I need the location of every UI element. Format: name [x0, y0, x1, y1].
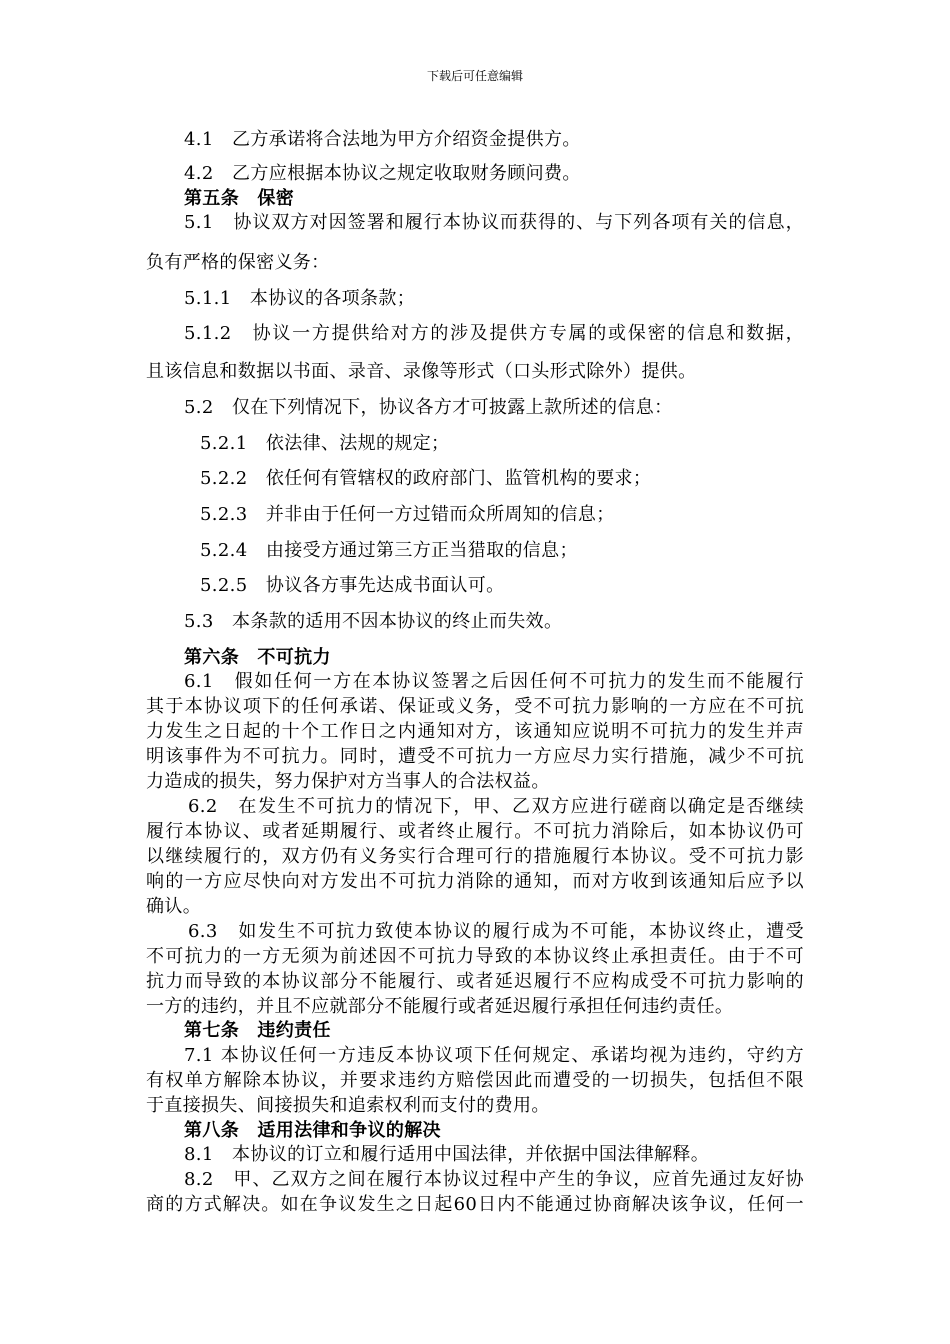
clause-8-2-line: 8.2 甲、乙双方之间在履行本协议过程中产生的争议，应首先通过友好协 [184, 1169, 804, 1190]
clause-7-1-line: 于直接损失、间接损失和追索权利而支付的费用。 [146, 1095, 550, 1116]
clause-5-2-3: 5.2.3 并非由于任何一方过错而众所周知的信息； [200, 504, 615, 525]
clause-5-2-4: 5.2.4 由接受方通过第三方正当猎取的信息； [200, 540, 578, 561]
clause-6-1-line: 力发生之日起的十个工作日之内通知对方，该通知应说明不可抗力的发生并声 [146, 721, 804, 742]
clause-5-2: 5.2 仅在下列情况下，协议各方才可披露上款所述的信息： [184, 397, 673, 418]
clause-6-3-line: 一方的违约，并且不应就部分不能履行或者延迟履行承担任何违约责任。 [146, 996, 734, 1017]
clause-6-1-line: 力造成的损失，努力保护对方当事人的合法权益。 [146, 771, 550, 792]
clause-6-2-line: 响的一方应尽快向对方发出不可抗力消除的通知，而对方收到该通知后应予以 [146, 871, 804, 892]
clause-4-2: 4.2 乙方应根据本协议之规定收取财务顾问费。 [184, 163, 581, 184]
clause-6-1-line: 明该事件为不可抗力。同时，遭受不可抗力一方应尽力实行措施，减少不可抗 [146, 746, 804, 767]
clause-8-2-line: 商的方式解决。如在争议发生之日起60日内不能通过协商解决该争议，任何一 [146, 1194, 804, 1215]
article-5-heading: 第五条 保密 [184, 188, 295, 209]
clause-7-1-line: 7.1 本协议任何一方违反本协议项下任何规定、承诺均视为违约，守约方 [184, 1045, 804, 1066]
clause-5-1-line2: 负有严格的保密义务： [146, 252, 330, 273]
clause-6-3-line: 不可抗力的一方无须为前述因不可抗力导致的本协议终止承担责任。由于不可 [146, 946, 804, 967]
clause-5-3: 5.3 本条款的适用不因本协议的终止而失效。 [184, 611, 563, 632]
clause-5-1-1: 5.1.1 本协议的各项条款； [184, 288, 416, 309]
article-7-heading: 第七条 违约责任 [184, 1020, 331, 1041]
article-6-heading: 第六条 不可抗力 [184, 647, 331, 668]
clause-5-2-1: 5.2.1 依法律、法规的规定； [200, 433, 450, 454]
clause-5-1-2-line2: 且该信息和数据以书面、录音、录像等形式（口头形式除外）提供。 [146, 361, 697, 382]
clause-5-1-2-line1: 5.1.2 协议一方提供给对方的涉及提供方专属的或保密的信息和数据， [184, 323, 804, 344]
clause-5-2-5: 5.2.5 协议各方事先达成书面认可。 [200, 575, 505, 596]
clause-7-1-line: 有权单方解除本协议，并要求违约方赔偿因此而遭受的一切损失，包括但不限 [146, 1070, 804, 1091]
clause-6-2-line: 确认。 [146, 896, 202, 917]
clause-6-3-line: 抗力而导致的本协议部分不能履行、或者延迟履行不应构成受不可抗力影响的 [146, 971, 804, 992]
clause-6-2-line: 履行本协议、或者延期履行、或者终止履行。不可抗力消除后，如本协议仍可 [146, 821, 804, 842]
clause-6-2-line: 以继续履行的，双方仍有义务实行合理可行的措施履行本协议。受不可抗力影 [146, 846, 804, 867]
page-header: 下载后可任意编辑 [426, 69, 523, 83]
clause-6-1-line: 6.1 假如任何一方在本协议签署之后因任何不可抗力的发生而不能履行 [184, 671, 804, 692]
clause-6-3-line: 6.3 如发生不可抗力致使本协议的履行成为不可能，本协议终止，遭受 [188, 921, 804, 942]
clause-5-1-line1: 5.1 协议双方对因签署和履行本协议而获得的、与下列各项有关的信息， [184, 212, 804, 233]
clause-8-1: 8.1 本协议的订立和履行适用中国法律，并依据中国法律解释。 [184, 1144, 710, 1165]
clause-5-2-2: 5.2.2 依任何有管辖权的政府部门、监管机构的要求； [200, 468, 652, 489]
clause-6-1-line: 其于本协议项下的任何承诺、保证或义务，受不可抗力影响的一方应在不可抗 [146, 696, 804, 717]
article-8-heading: 第八条 适用法律和争议的解决 [184, 1120, 441, 1141]
clause-4-1: 4.1 乙方承诺将合法地为甲方介绍资金提供方。 [184, 129, 581, 150]
clause-6-2-line: 6.2 在发生不可抗力的情况下，甲、乙双方应进行磋商以确定是否继续 [188, 796, 804, 817]
